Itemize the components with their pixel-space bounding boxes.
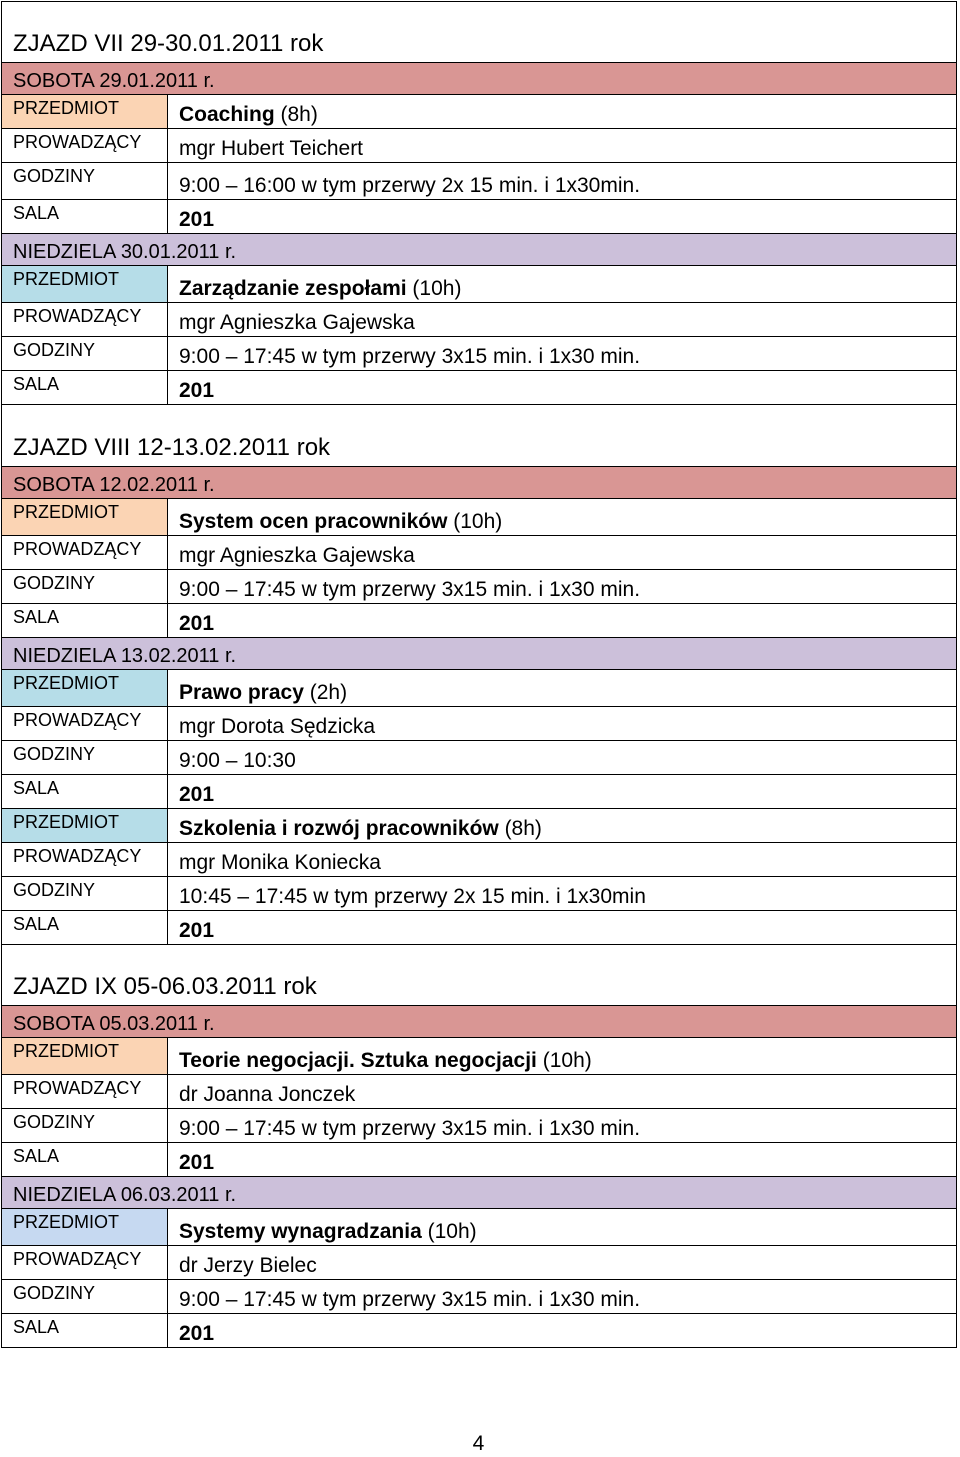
- subject-label: PRZEDMIOT: [2, 266, 168, 303]
- subject-value: [168, 95, 957, 129]
- hours-label: GODZINY: [2, 1109, 168, 1143]
- saturday-row: [2, 1006, 957, 1038]
- teacher-label: PROWADZĄCY: [2, 303, 168, 337]
- teacher-label: PROWADZĄCY: [2, 536, 168, 570]
- day-label: NIEDZIELA 06.03.2011 r.: [2, 1177, 957, 1209]
- subject-value: [168, 1038, 957, 1075]
- zjazd-header-row: [2, 2, 957, 63]
- hours-value: 9:00 – 10:30: [168, 741, 957, 775]
- schedule-table: [1, 1, 957, 1348]
- teacher-value: mgr Hubert Teichert: [168, 129, 957, 163]
- subject-name: Szkolenia i rozwój pracowników: [179, 817, 499, 840]
- room-label: SALA: [2, 1143, 168, 1177]
- subject-name: Coaching: [179, 103, 275, 126]
- teacher-row: [2, 536, 957, 570]
- teacher-label: PROWADZĄCY: [2, 129, 168, 163]
- room-value: 201: [168, 911, 957, 945]
- room-row: [2, 200, 957, 234]
- room-label: SALA: [2, 604, 168, 638]
- room-value: 201: [168, 775, 957, 809]
- day-label: SOBOTA 05.03.2011 r.: [2, 1006, 957, 1038]
- hours-value: 9:00 – 17:45 w tym przerwy 3x15 min. i 1x30 min.: [168, 570, 957, 604]
- subject-hours: (10h): [406, 277, 462, 300]
- subject-label: PRZEDMIOT: [2, 95, 168, 129]
- teacher-row: [2, 129, 957, 163]
- subject-row: [2, 1209, 957, 1246]
- subject-hours: (8h): [274, 103, 318, 126]
- hours-row: [2, 337, 957, 371]
- subject-hours: (10h): [421, 1220, 477, 1243]
- hours-row: [2, 1109, 957, 1143]
- hours-value: 9:00 – 17:45 w tym przerwy 3x15 min. i 1x30 min.: [168, 1109, 957, 1143]
- hours-row: [2, 163, 957, 200]
- teacher-row: [2, 1246, 957, 1280]
- room-row: [2, 1143, 957, 1177]
- hours-row: [2, 1280, 957, 1314]
- zjazd-title: ZJAZD IX 05-06.03.2011 rok: [2, 945, 957, 1006]
- subject-name: Prawo pracy: [179, 681, 304, 704]
- sunday-row: [2, 1177, 957, 1209]
- subject-name: Teorie negocjacji. Sztuka negocjacji: [179, 1049, 537, 1072]
- day-label: NIEDZIELA 30.01.2011 r.: [2, 234, 957, 266]
- teacher-value: mgr Monika Koniecka: [168, 843, 957, 877]
- zjazd-title: ZJAZD VIII 12-13.02.2011 rok: [2, 405, 957, 467]
- subject-row: [2, 670, 957, 707]
- hours-value: 10:45 – 17:45 w tym przerwy 2x 15 min. i 1x30min: [168, 877, 957, 911]
- hours-value: 9:00 – 17:45 w tym przerwy 3x15 min. i 1x30 min.: [168, 1280, 957, 1314]
- teacher-value: dr Joanna Jonczek: [168, 1075, 957, 1109]
- room-label: SALA: [2, 200, 168, 234]
- teacher-row: [2, 843, 957, 877]
- hours-label: GODZINY: [2, 337, 168, 371]
- room-label: SALA: [2, 1314, 168, 1348]
- subject-row: [2, 95, 957, 129]
- room-value: 201: [168, 1143, 957, 1177]
- teacher-value: mgr Agnieszka Gajewska: [168, 303, 957, 337]
- saturday-row: [2, 63, 957, 95]
- room-row: [2, 371, 957, 405]
- teacher-value: mgr Agnieszka Gajewska: [168, 536, 957, 570]
- subject-name: System ocen pracowników: [179, 510, 448, 533]
- room-value: 201: [168, 1314, 957, 1348]
- hours-row: [2, 741, 957, 775]
- hours-label: GODZINY: [2, 741, 168, 775]
- subject-hours: (2h): [303, 681, 348, 704]
- subject-row: [2, 266, 957, 303]
- teacher-label: PROWADZĄCY: [2, 1246, 168, 1280]
- teacher-row: [2, 1075, 957, 1109]
- room-label: SALA: [2, 371, 168, 405]
- day-label: SOBOTA 29.01.2011 r.: [2, 63, 957, 95]
- sunday-row: [2, 638, 957, 670]
- room-value: 201: [168, 371, 957, 405]
- subject-label: PRZEDMIOT: [2, 1209, 168, 1246]
- teacher-label: PROWADZĄCY: [2, 843, 168, 877]
- hours-value: 9:00 – 16:00 w tym przerwy 2x 15 min. i 1x30min.: [168, 163, 957, 200]
- zjazd-header-row: [2, 405, 957, 467]
- room-row: [2, 775, 957, 809]
- teacher-value: mgr Dorota Sędzicka: [168, 707, 957, 741]
- room-row: [2, 604, 957, 638]
- subject-value: [168, 670, 957, 707]
- zjazd-header-row: [2, 945, 957, 1006]
- subject-value: [168, 499, 957, 536]
- subject-value: [168, 1209, 957, 1246]
- subject-hours: (8h): [498, 817, 542, 840]
- subject-label: PRZEDMIOT: [2, 670, 168, 707]
- subject-hours: (10h): [447, 510, 503, 533]
- subject-label: PRZEDMIOT: [2, 499, 168, 536]
- room-label: SALA: [2, 911, 168, 945]
- teacher-label: PROWADZĄCY: [2, 1075, 168, 1109]
- saturday-row: [2, 467, 957, 499]
- subject-hours: (10h): [536, 1049, 592, 1072]
- room-value: 201: [168, 200, 957, 234]
- subject-name: Zarządzanie zespołami: [179, 277, 407, 300]
- subject-row: [2, 1038, 957, 1075]
- hours-label: GODZINY: [2, 570, 168, 604]
- hours-label: GODZINY: [2, 163, 168, 200]
- teacher-row: [2, 707, 957, 741]
- room-label: SALA: [2, 775, 168, 809]
- subject-name: Systemy wynagradzania: [179, 1220, 422, 1243]
- zjazd-title: ZJAZD VII 29-30.01.2011 rok: [2, 2, 957, 63]
- room-row: [2, 1314, 957, 1348]
- hours-label: GODZINY: [2, 877, 168, 911]
- day-label: SOBOTA 12.02.2011 r.: [2, 467, 957, 499]
- subject-label: PRZEDMIOT: [2, 809, 168, 843]
- hours-value: 9:00 – 17:45 w tym przerwy 3x15 min. i 1x30 min.: [168, 337, 957, 371]
- hours-row: [2, 570, 957, 604]
- room-row: [2, 911, 957, 945]
- hours-label: GODZINY: [2, 1280, 168, 1314]
- room-value: 201: [168, 604, 957, 638]
- teacher-label: PROWADZĄCY: [2, 707, 168, 741]
- subject-row: [2, 499, 957, 536]
- subject-value: [168, 809, 957, 843]
- sunday-row: [2, 234, 957, 266]
- subject-row: [2, 809, 957, 843]
- day-label: NIEDZIELA 13.02.2011 r.: [2, 638, 957, 670]
- subject-label: PRZEDMIOT: [2, 1038, 168, 1075]
- teacher-value: dr Jerzy Bielec: [168, 1246, 957, 1280]
- hours-row: [2, 877, 957, 911]
- subject-value: [168, 266, 957, 303]
- page-number: 4: [472, 1432, 485, 1455]
- teacher-row: [2, 303, 957, 337]
